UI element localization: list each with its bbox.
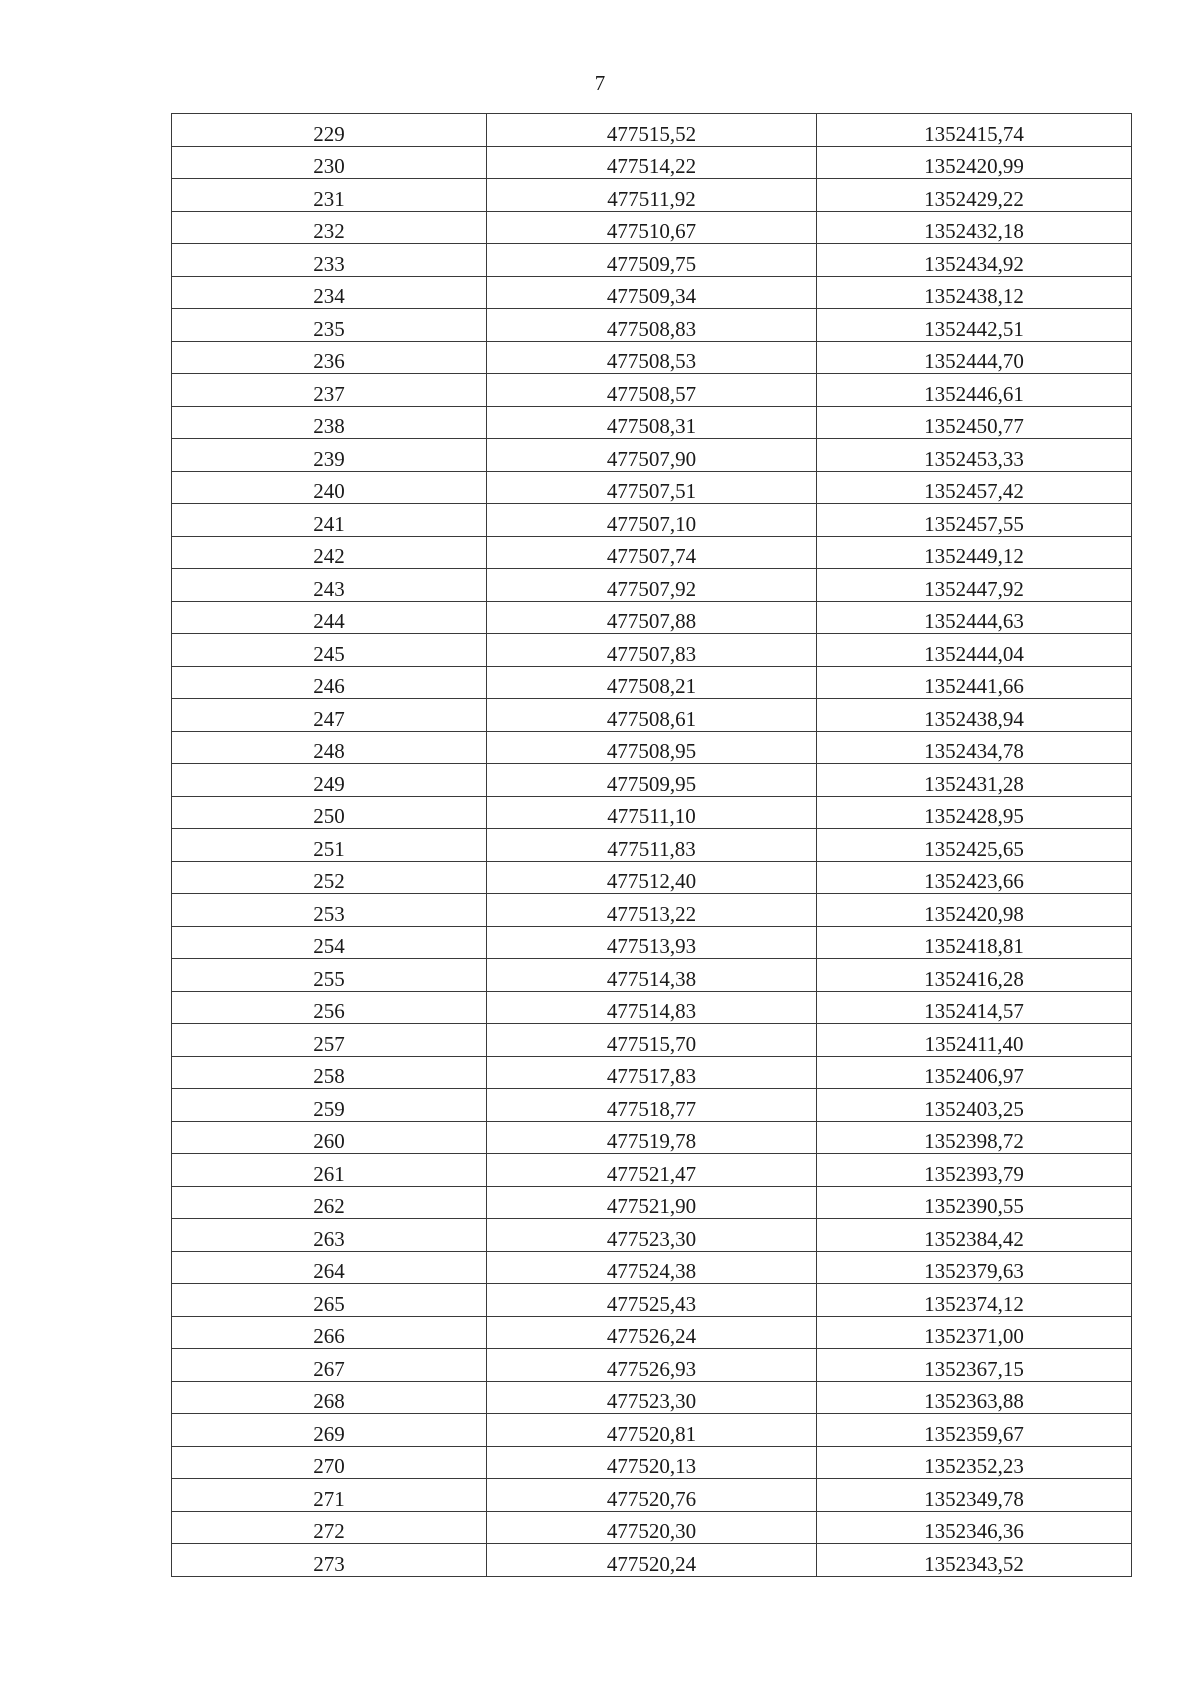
y-coordinate-cell: 1352403,25: [817, 1089, 1132, 1122]
point-number-cell: 244: [172, 601, 487, 634]
table-row: [172, 439, 1132, 472]
y-coordinate-cell: 1352441,66: [817, 666, 1132, 699]
point-number-cell: 267: [172, 1349, 487, 1382]
x-coordinate-cell: 477523,30: [487, 1381, 817, 1414]
table-row: [172, 244, 1132, 277]
y-coordinate-cell: 1352444,63: [817, 601, 1132, 634]
x-coordinate-cell: 477515,70: [487, 1024, 817, 1057]
table-row: [172, 569, 1132, 602]
x-coordinate-cell: 477507,10: [487, 504, 817, 537]
x-coordinate-cell: 477524,38: [487, 1251, 817, 1284]
y-coordinate-cell: 1352379,63: [817, 1251, 1132, 1284]
y-coordinate-cell: 1352434,78: [817, 731, 1132, 764]
x-coordinate-cell: 477507,92: [487, 569, 817, 602]
point-number-cell: 268: [172, 1381, 487, 1414]
point-number-cell: 255: [172, 959, 487, 992]
x-coordinate-cell: 477521,90: [487, 1186, 817, 1219]
point-number-cell: 229: [172, 114, 487, 147]
x-coordinate-cell: 477508,95: [487, 731, 817, 764]
y-coordinate-cell: 1352352,23: [817, 1446, 1132, 1479]
point-number-cell: 260: [172, 1121, 487, 1154]
table-row: [172, 926, 1132, 959]
x-coordinate-cell: 477514,22: [487, 146, 817, 179]
y-coordinate-cell: 1352420,98: [817, 894, 1132, 927]
table-row: [172, 471, 1132, 504]
x-coordinate-cell: 477520,24: [487, 1544, 817, 1577]
x-coordinate-cell: 477513,22: [487, 894, 817, 927]
table-row: [172, 1024, 1132, 1057]
table-row: [172, 1186, 1132, 1219]
table-row: [172, 276, 1132, 309]
table-row: [172, 536, 1132, 569]
table-row: [172, 1154, 1132, 1187]
table-row: [172, 341, 1132, 374]
table-row: [172, 114, 1132, 147]
table-row: [172, 211, 1132, 244]
table-row: [172, 699, 1132, 732]
y-coordinate-cell: 1352453,33: [817, 439, 1132, 472]
point-number-cell: 264: [172, 1251, 487, 1284]
table-row: [172, 1219, 1132, 1252]
x-coordinate-cell: 477511,10: [487, 796, 817, 829]
y-coordinate-cell: 1352429,22: [817, 179, 1132, 212]
table-row: [172, 764, 1132, 797]
point-number-cell: 251: [172, 829, 487, 862]
x-coordinate-cell: 477514,38: [487, 959, 817, 992]
point-number-cell: 266: [172, 1316, 487, 1349]
table-row: [172, 146, 1132, 179]
table-row: [172, 504, 1132, 537]
x-coordinate-cell: 477521,47: [487, 1154, 817, 1187]
y-coordinate-cell: 1352363,88: [817, 1381, 1132, 1414]
y-coordinate-cell: 1352438,12: [817, 276, 1132, 309]
page-number: 7: [594, 71, 606, 95]
table-row: [172, 991, 1132, 1024]
y-coordinate-cell: 1352457,55: [817, 504, 1132, 537]
y-coordinate-cell: 1352384,42: [817, 1219, 1132, 1252]
y-coordinate-cell: 1352415,74: [817, 114, 1132, 147]
x-coordinate-cell: 477520,13: [487, 1446, 817, 1479]
x-coordinate-cell: 477508,21: [487, 666, 817, 699]
y-coordinate-cell: 1352444,70: [817, 341, 1132, 374]
point-number-cell: 257: [172, 1024, 487, 1057]
table-row: [172, 1089, 1132, 1122]
y-coordinate-cell: 1352431,28: [817, 764, 1132, 797]
x-coordinate-cell: 477510,67: [487, 211, 817, 244]
y-coordinate-cell: 1352416,28: [817, 959, 1132, 992]
x-coordinate-cell: 477509,34: [487, 276, 817, 309]
point-number-cell: 269: [172, 1414, 487, 1447]
coordinates-table: [171, 113, 1132, 1577]
table-row: [172, 1381, 1132, 1414]
x-coordinate-cell: 477520,30: [487, 1511, 817, 1544]
point-number-cell: 231: [172, 179, 487, 212]
y-coordinate-cell: 1352423,66: [817, 861, 1132, 894]
point-number-cell: 252: [172, 861, 487, 894]
y-coordinate-cell: 1352442,51: [817, 309, 1132, 342]
x-coordinate-cell: 477517,83: [487, 1056, 817, 1089]
table-row: [172, 1316, 1132, 1349]
y-coordinate-cell: 1352432,18: [817, 211, 1132, 244]
point-number-cell: 235: [172, 309, 487, 342]
y-coordinate-cell: 1352359,67: [817, 1414, 1132, 1447]
table-row: [172, 601, 1132, 634]
table-row: [172, 179, 1132, 212]
table-row: [172, 1511, 1132, 1544]
y-coordinate-cell: 1352428,95: [817, 796, 1132, 829]
x-coordinate-cell: 477508,31: [487, 406, 817, 439]
table-row: [172, 1284, 1132, 1317]
x-coordinate-cell: 477507,83: [487, 634, 817, 667]
point-number-cell: 265: [172, 1284, 487, 1317]
point-number-cell: 230: [172, 146, 487, 179]
point-number-cell: 250: [172, 796, 487, 829]
table-row: [172, 1121, 1132, 1154]
y-coordinate-cell: 1352406,97: [817, 1056, 1132, 1089]
y-coordinate-cell: 1352450,77: [817, 406, 1132, 439]
table-row: [172, 1349, 1132, 1382]
y-coordinate-cell: 1352418,81: [817, 926, 1132, 959]
table-row: [172, 796, 1132, 829]
y-coordinate-cell: 1352390,55: [817, 1186, 1132, 1219]
y-coordinate-cell: 1352367,15: [817, 1349, 1132, 1382]
x-coordinate-cell: 477512,40: [487, 861, 817, 894]
table-row: [172, 1056, 1132, 1089]
point-number-cell: 246: [172, 666, 487, 699]
table-row: [172, 731, 1132, 764]
y-coordinate-cell: 1352434,92: [817, 244, 1132, 277]
x-coordinate-cell: 477508,61: [487, 699, 817, 732]
x-coordinate-cell: 477507,90: [487, 439, 817, 472]
x-coordinate-cell: 477514,83: [487, 991, 817, 1024]
x-coordinate-cell: 477508,57: [487, 374, 817, 407]
point-number-cell: 245: [172, 634, 487, 667]
table-row: [172, 406, 1132, 439]
point-number-cell: 234: [172, 276, 487, 309]
point-number-cell: 237: [172, 374, 487, 407]
y-coordinate-cell: 1352446,61: [817, 374, 1132, 407]
point-number-cell: 243: [172, 569, 487, 602]
table-row: [172, 861, 1132, 894]
x-coordinate-cell: 477507,88: [487, 601, 817, 634]
x-coordinate-cell: 477509,75: [487, 244, 817, 277]
x-coordinate-cell: 477523,30: [487, 1219, 817, 1252]
point-number-cell: 248: [172, 731, 487, 764]
x-coordinate-cell: 477508,53: [487, 341, 817, 374]
point-number-cell: 240: [172, 471, 487, 504]
point-number-cell: 253: [172, 894, 487, 927]
x-coordinate-cell: 477509,95: [487, 764, 817, 797]
point-number-cell: 258: [172, 1056, 487, 1089]
x-coordinate-cell: 477519,78: [487, 1121, 817, 1154]
y-coordinate-cell: 1352374,12: [817, 1284, 1132, 1317]
table-row: [172, 1251, 1132, 1284]
table-row: [172, 1446, 1132, 1479]
point-number-cell: 261: [172, 1154, 487, 1187]
point-number-cell: 241: [172, 504, 487, 537]
x-coordinate-cell: 477511,83: [487, 829, 817, 862]
y-coordinate-cell: 1352398,72: [817, 1121, 1132, 1154]
y-coordinate-cell: 1352371,00: [817, 1316, 1132, 1349]
point-number-cell: 247: [172, 699, 487, 732]
table-row: [172, 829, 1132, 862]
table-row: [172, 894, 1132, 927]
x-coordinate-cell: 477513,93: [487, 926, 817, 959]
y-coordinate-cell: 1352343,52: [817, 1544, 1132, 1577]
x-coordinate-cell: 477511,92: [487, 179, 817, 212]
y-coordinate-cell: 1352414,57: [817, 991, 1132, 1024]
y-coordinate-cell: 1352411,40: [817, 1024, 1132, 1057]
point-number-cell: 238: [172, 406, 487, 439]
y-coordinate-cell: 1352349,78: [817, 1479, 1132, 1512]
point-number-cell: 249: [172, 764, 487, 797]
point-number-cell: 239: [172, 439, 487, 472]
x-coordinate-cell: 477520,76: [487, 1479, 817, 1512]
x-coordinate-cell: 477508,83: [487, 309, 817, 342]
point-number-cell: 232: [172, 211, 487, 244]
point-number-cell: 236: [172, 341, 487, 374]
table-row: [172, 666, 1132, 699]
point-number-cell: 256: [172, 991, 487, 1024]
coordinates-table-body: [172, 114, 1132, 1577]
point-number-cell: 262: [172, 1186, 487, 1219]
point-number-cell: 270: [172, 1446, 487, 1479]
x-coordinate-cell: 477515,52: [487, 114, 817, 147]
point-number-cell: 271: [172, 1479, 487, 1512]
x-coordinate-cell: 477526,24: [487, 1316, 817, 1349]
x-coordinate-cell: 477507,74: [487, 536, 817, 569]
x-coordinate-cell: 477507,51: [487, 471, 817, 504]
point-number-cell: 272: [172, 1511, 487, 1544]
table-row: [172, 1414, 1132, 1447]
point-number-cell: 233: [172, 244, 487, 277]
point-number-cell: 242: [172, 536, 487, 569]
y-coordinate-cell: 1352438,94: [817, 699, 1132, 732]
table-row: [172, 959, 1132, 992]
table-row: [172, 1544, 1132, 1577]
y-coordinate-cell: 1352420,99: [817, 146, 1132, 179]
y-coordinate-cell: 1352449,12: [817, 536, 1132, 569]
point-number-cell: 263: [172, 1219, 487, 1252]
y-coordinate-cell: 1352457,42: [817, 471, 1132, 504]
point-number-cell: 273: [172, 1544, 487, 1577]
y-coordinate-cell: 1352444,04: [817, 634, 1132, 667]
y-coordinate-cell: 1352447,92: [817, 569, 1132, 602]
table-row: [172, 634, 1132, 667]
point-number-cell: 259: [172, 1089, 487, 1122]
x-coordinate-cell: 477520,81: [487, 1414, 817, 1447]
x-coordinate-cell: 477525,43: [487, 1284, 817, 1317]
table-row: [172, 374, 1132, 407]
x-coordinate-cell: 477518,77: [487, 1089, 817, 1122]
y-coordinate-cell: 1352425,65: [817, 829, 1132, 862]
point-number-cell: 254: [172, 926, 487, 959]
x-coordinate-cell: 477526,93: [487, 1349, 817, 1382]
table-row: [172, 309, 1132, 342]
table-row: [172, 1479, 1132, 1512]
y-coordinate-cell: 1352346,36: [817, 1511, 1132, 1544]
y-coordinate-cell: 1352393,79: [817, 1154, 1132, 1187]
